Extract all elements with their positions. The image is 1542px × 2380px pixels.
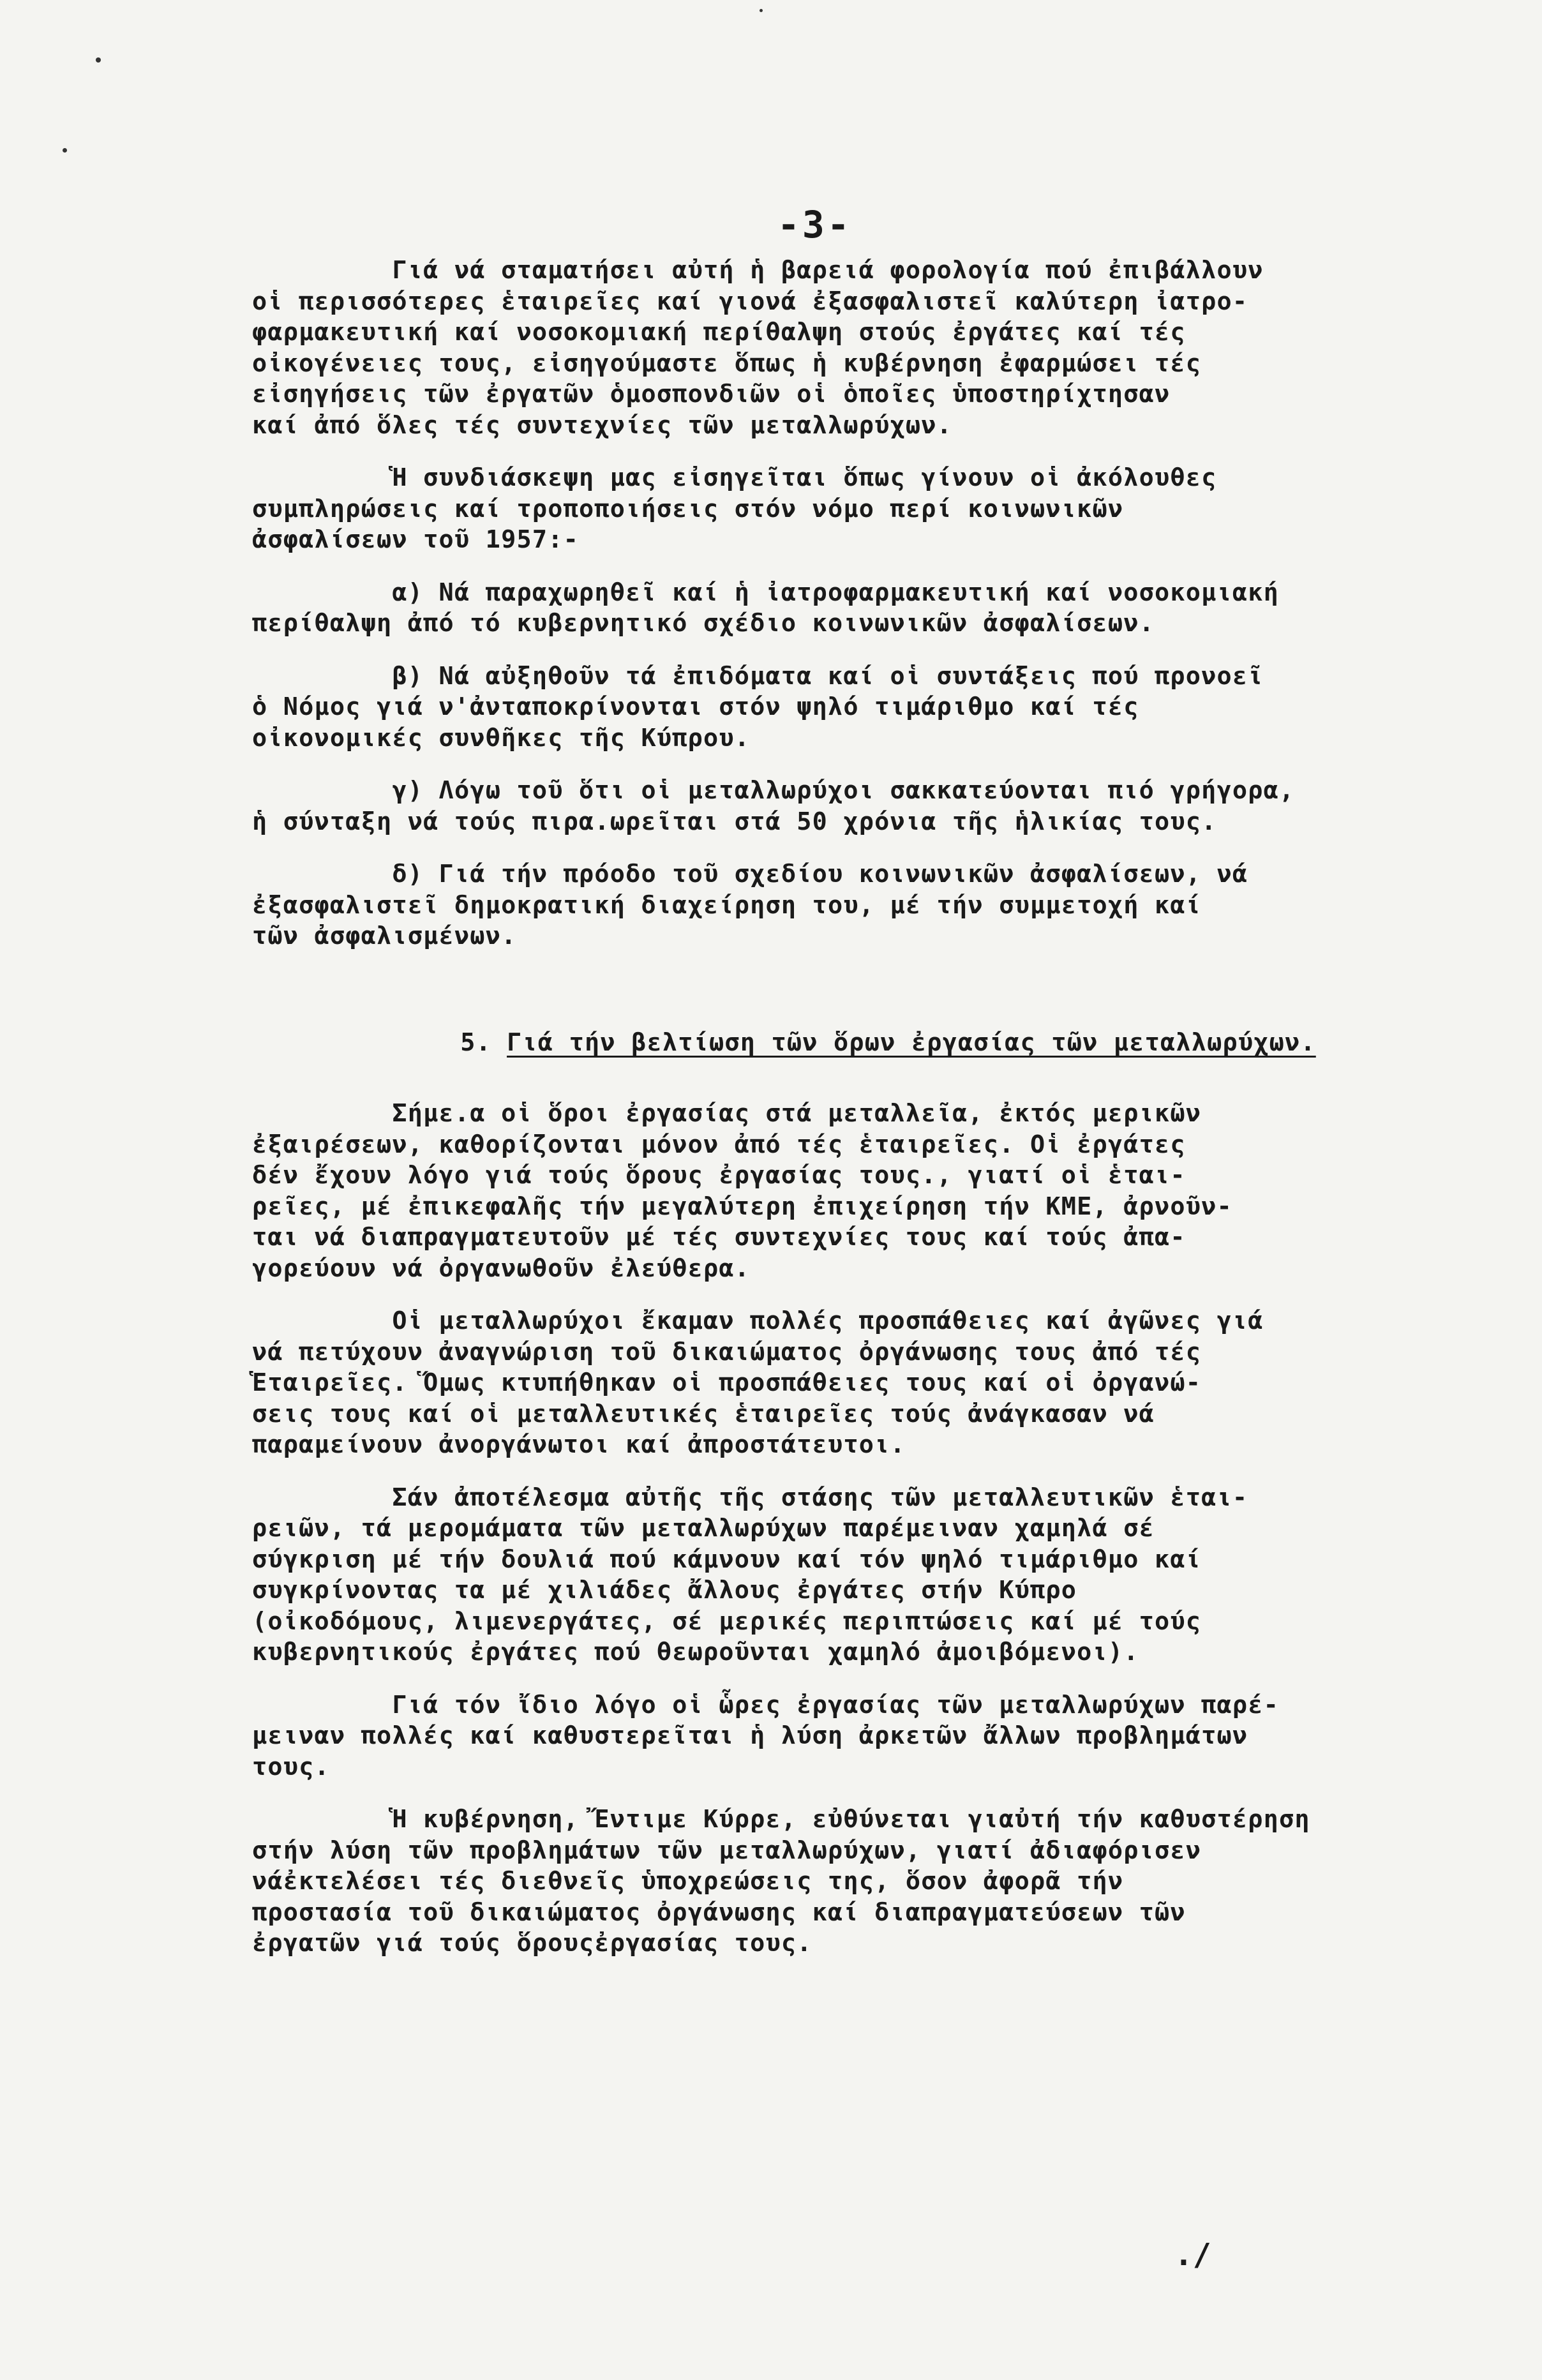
paragraph-working-hours: Γιά τόν ἴδιο λόγο οἱ ὧρες ἐργασίας τῶν μεταλλωρύχων παρέ- μειναν πολλές καί καθυστερεῖται ἡ λύση ἀρκετῶν ἄλλων προβλημάτων τους. [252,1690,1280,1781]
continuation-mark: ./ [1174,2237,1211,2273]
paragraph-conference-proposal: Ἡ συνδιάσκεψη μας εἰσηγεῖται ὅπως γίνουν οἱ ἀκόλουθες συμπληρώσεις καί τροποποιήσεις στόν νόμο περί κοινωνικῶν ἀσφαλίσεων τοῦ 1957:- [252,463,1217,554]
scan-speck [96,57,101,63]
paragraph-item-c: γ) Λόγω τοῦ ὅτι οἱ μεταλλωρύχοι σακκατεύονται πιό γρήγορα, ἡ σύνταξη νά τούς πιρα.ωρεῖται στά 50 χρόνια τῆς ἡλικίας τους. [252,776,1295,836]
scan-speck [63,148,67,153]
paragraph-low-wages: Σάν ἀποτέλεσμα αὐτῆς τῆς στάσης τῶν μεταλλευτικῶν ἑται- ρειῶν, τά μερομάματα τῶν μεταλλωρύχων παρέμειναν χαμηλά σέ σύγκριση μέ τήν δουλιά πού κάμνουν καί τόν ψηλό τιμάριθμο καί συγκρίνοντας τα μέ χιλιάδες ἄλλους ἐργάτες στήν Κύπρο (οἰκοδόμους, λιμενεργάτες, σέ μερικές περιπτώσεις καί μέ τούς κυβερνητικούς ἐργάτες πού θεωροῦνται χαμηλό ἀμοιβόμενοι). [252,1483,1248,1666]
paragraph-working-conditions: Σήμε.α οἱ ὅροι ἐργασίας στά μεταλλεῖα, ἐκτός μερικῶν ἐξαιρέσεων, καθορίζονται μόνον ἀπό τές ἑταιρεῖες. Οἱ ἐργάτες δέν ἔχουν λόγο γιά τούς ὅρους ἐργασίας τους., γιατί οἱ ἑται- ρεῖες, μέ ἐπικεφαλῆς τήν μεγαλύτερη ἐπιχείρηση τήν ΚΜΕ, ἀρνοῦν- ται νά διαπραγματευτοῦν μέ τές συντεχνίες τους καί τούς ἀπα- γορεύουν νά ὀργανωθοῦν ἐλεύθερα. [252,1099,1232,1283]
page-number: -3- [777,203,852,246]
paragraph-item-a: α) Νά παραχωρηθεῖ καί ἡ ἰατροφαρμακευτική καί νοσοκομιακή περίθαλψη ἀπό τό κυβερνητικό σχέδιο κοινωνικῶν ἀσφαλίσεων. [252,578,1280,638]
paragraph-government-responsibility: Ἡ κυβέρνηση, Ἔντιμε Κύρρε, εὐθύνεται γιαὐτή τήν καθυστέρηση στήν λύση τῶν προβλημάτων τῶν μεταλλωρύχων, γιατί ἀδιαφόρισεν νάἐκτελέσει τές διεθνεῖς ὑποχρεώσεις της, ὅσον ἀφορᾶ τήν προστασία τοῦ δικαιώματος ὀργάνωσης καί διαπραγματεύσεων τῶν ἐργατῶν γιά τούς ὅρουςἐργασίας τους. [252,1805,1310,1957]
section-heading [252,997,1522,1090]
paragraph-item-b: β) Νά αὐξηθοῦν τά ἐπιδόματα καί οἱ συντάξεις πού προνοεῖ ὁ Νόμος γιά ν'ἀνταποκρίνονται στόν ψηλό τιμάριθμο καί τές οἰκονομικές συνθῆκες τῆς Κύπρου. [252,661,1264,752]
section-number: 5. [460,1028,492,1057]
paragraph-miners-struggles: Οἱ μεταλλωρύχοι ἔκαμαν πολλές προσπάθειες καί ἀγῶνες γιά νά πετύχουν ἀναγνώριση τοῦ δικαιώματος ὀργάνωσης τους ἀπό τές Ἑταιρεῖες. Ὅμως κτυπήθηκαν οἱ προσπάθειες τους καί οἱ ὀργανώ- σεις τους καί οἱ μεταλλευτικές ἑταιρεῖες τούς ἀνάγκασαν νά παραμείνουν ἀνοργάνωτοι καί ἀπροστάτευτοι. [252,1306,1264,1459]
section-title: Γιά τήν βελτίωση τῶν ὅρων ἐργασίας τῶν μεταλλωρύχων. [507,1028,1316,1057]
document-body [252,255,1522,1959]
paragraph-tax-burden: Γιά νά σταματήσει αὐτή ἡ βαρειά φορολογία πού ἐπιβάλλουν οἱ περισσότερες ἑταιρεῖες καί γιονά ἐξασφαλιστεῖ καλύτερη ἰατρο- φαρμακευτική καί νοσοκομιακή περίθαλψη στούς ἐργάτες καί τές οἰκογένειες τους, εἰσηγούμαστε ὅπως ἡ κυβέρνηση ἐφαρμώσει τές εἰσηγήσεις τῶν ἐργατῶν ὁμοσπονδιῶν οἱ ὁποῖες ὑποστηρίχτησαν καί ἀπό ὅλες τές συντεχνίες τῶν μεταλλωρύχων. [252,256,1264,440]
paragraph-item-d: δ) Γιά τήν πρόοδο τοῦ σχεδίου κοινωνικῶν ἀσφαλίσεων, νά ἐξασφαλιστεῖ δημοκρατική διαχείρηση του, μέ τήν συμμετοχή καί τῶν ἀσφαλισμένων. [252,860,1248,950]
scan-speck [760,9,763,12]
